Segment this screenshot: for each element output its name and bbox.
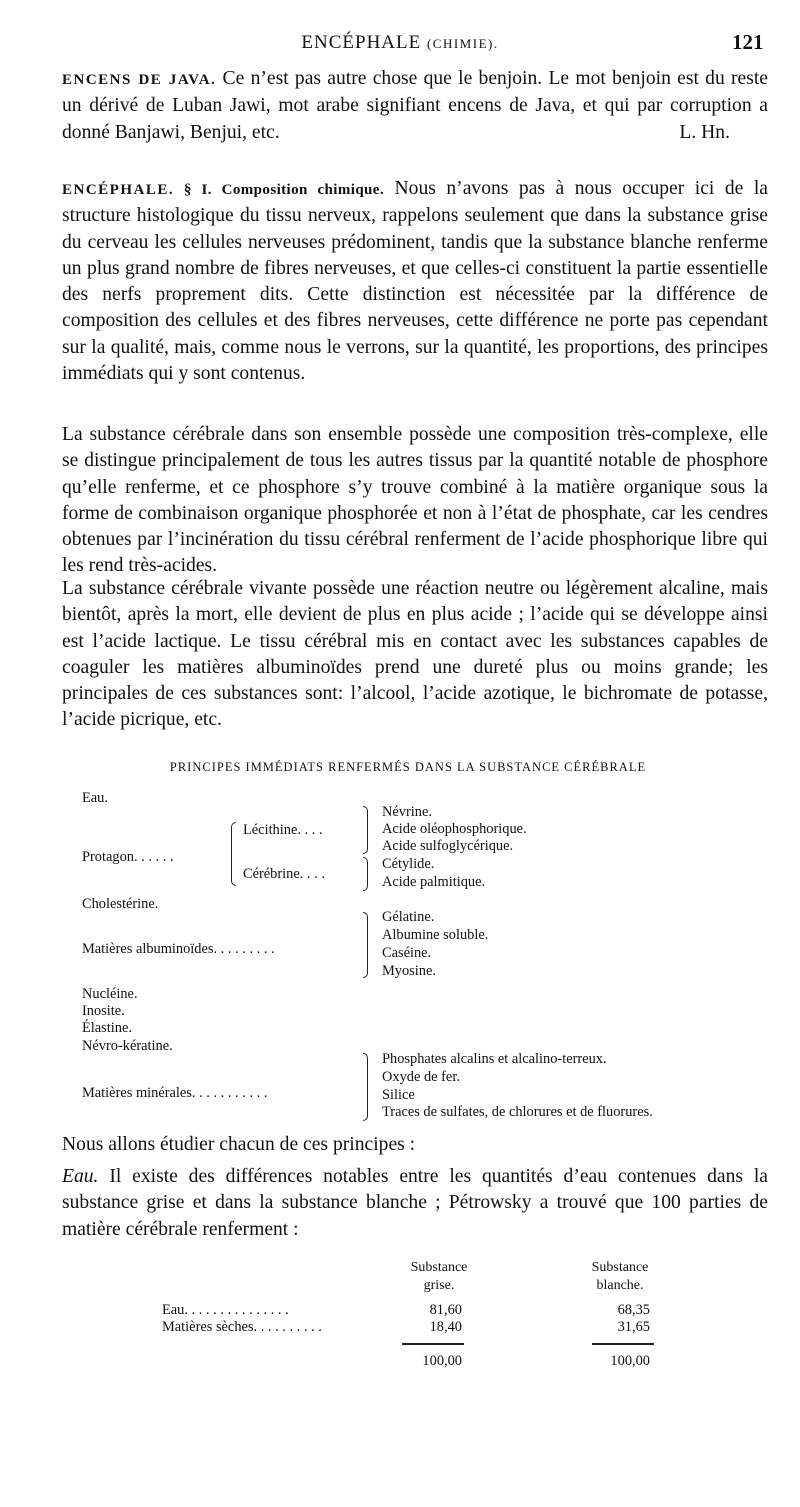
section-heading: § I. Composition chimique. — [174, 182, 385, 198]
paragraph-composition: La substance cérébrale dans son ensemble possède une composition très-complexe, elle se distingue principalement de tous les autres tissus par la quantité notable de phosphore qu’elle renferme, et ce phosphore s’y trouve combiné à la matière organique sous la forme de combinaison organique phosphorée et non à l’état de phosphate, car les cendres obtenues par l’incinération du tissu cérébral renferment de l’acide phosphorique libre qui les rend très-acides. — [62, 424, 768, 577]
encens-text: Ce n’est pas autre chose que le benjoin. Le mot benjoin est du reste un dérivé de Luban Jawi, mot arabe signifiant encens de Java, et qui par corruption a donné Banjawi, Benjui, etc. — [62, 68, 769, 143]
brace-albuminoides — [363, 912, 368, 978]
albuminoides-item: Myosine. — [382, 963, 436, 979]
encens-heading: ENCENS DE JAVA. — [62, 72, 217, 88]
table-item-simple: Élastine. — [82, 1020, 132, 1036]
table-item-eau: Eau. — [82, 790, 108, 806]
table-item-simple: Névro-kératine. — [82, 1038, 173, 1054]
page-number: 121 — [732, 30, 764, 54]
etude-line: Nous allons étudier chacun de ces principes : — [62, 1134, 416, 1155]
cerebrine-item: Cétylide. — [382, 856, 435, 872]
col-header-blanche: Substance blanche. — [591, 1260, 649, 1293]
page-subtitle: (CHIMIE). — [426, 36, 499, 51]
value-seches-blanche: 31,65 — [617, 1319, 650, 1335]
page-title: ENCÉPHALE (CHIMIE). — [301, 32, 499, 53]
value-eau-grise: 81,60 — [429, 1302, 462, 1318]
table-item-minerales: Matières minérales. . . . . . . . . . . — [82, 1085, 268, 1101]
author-signature: L. Hn. — [679, 121, 730, 143]
minerales-item: Silice — [382, 1087, 415, 1103]
table-item-cholesterine: Cholestérine. — [82, 896, 159, 912]
lecithine-item: Acide sulfoglycérique. — [382, 838, 514, 854]
albuminoides-item: Caséine. — [382, 945, 432, 961]
eau-label: Eau. — [62, 1166, 99, 1187]
lecithine-item: Névrine. — [382, 804, 432, 820]
table-item-simple: Inosite. — [82, 1003, 125, 1019]
eau-paragraph — [62, 1164, 768, 1243]
encephale-heading: ENCÉPHALE. — [62, 182, 175, 198]
principles-table-title: PRINCIPES IMMÉDIATS RENFERMÉS DANS LA SUBSTANCE CÉRÉBRALE — [169, 760, 647, 774]
col-header-grise: Substance grise. — [410, 1260, 468, 1293]
value-eau-blanche: 68,35 — [617, 1302, 650, 1318]
albuminoides-item: Gélatine. — [382, 909, 435, 925]
table-item-protagon: Protagon. . . . . . — [82, 849, 174, 865]
value-seches-grise: 18,40 — [429, 1319, 462, 1335]
table-item-cerebrine: Cérébrine. . . . — [243, 866, 325, 882]
brace-cerebrine — [363, 857, 368, 891]
total-rule-grise — [402, 1343, 464, 1345]
total-blanche: 100,00 — [610, 1353, 650, 1369]
minerales-item: Oxyde de fer. — [382, 1069, 460, 1085]
table-item-albuminoides: Matières albuminoïdes. . . . . . . . . — [82, 941, 275, 957]
paragraph-reaction: La substance cérébrale vivante possède une réaction neutre ou légèrement alcaline, mais bientôt, après la mort, elle devient de plus en plus acide ; l’acide qui se développe ainsi est l’acide lactique. Le tissu cérébral mis en contact avec les substances capables de coaguler les matières albuminoïdes prend une dureté plus ou moins grande; les principales de ces substances sont: l’alcool, l’acide azotique, le bichromate de potasse, l’acide picrique, etc. — [62, 578, 768, 731]
row-label-eau: Eau. . . . . . . . . . . . . . . — [162, 1302, 289, 1318]
cerebrine-item: Acide palmitique. — [382, 874, 486, 890]
row-label-seches: Matières sèches. . . . . . . . . . — [162, 1319, 322, 1335]
running-header — [0, 30, 800, 60]
brace-minerales — [363, 1053, 368, 1121]
lecithine-item: Acide oléophosphorique. — [382, 821, 527, 837]
brace-lecithine — [363, 806, 368, 854]
albuminoides-item: Albumine soluble. — [382, 927, 489, 943]
encephale-entry — [62, 176, 768, 387]
table-item-simple: Nucléine. — [82, 986, 138, 1002]
total-grise: 100,00 — [422, 1353, 462, 1369]
encephale-text: Nous n’avons pas à nous occuper ici de la structure histologique du tissu nerveux, rappelons seulement que dans la substance grise du cerveau les cellules nerveuses prédominent, tandis que la substance blanche renferme un plus grand nombre de fibres nerveuses, et que celles-ci constituent la partie essentielle des nerfs proprement dits. Cette distinction est nécessitée par la différence de composition des cellules et des fibres nerveuses, cette différence ne porte pas cependant sur la qualité, mais, comme nous le verrons, sur la quantité, les proportions, des principes immédiats qui y sont contenus. — [62, 178, 768, 385]
eau-text: Il existe des différences notables entre les quantités d’eau contenues dans la substance grise et dans la substance blanche ; Pétrowsky a trouvé que 100 parties de matière cérébrale renferment : — [62, 1166, 768, 1240]
brace-protagon — [231, 822, 236, 886]
total-rule-blanche — [592, 1343, 654, 1345]
table-item-lecithine: Lécithine. . . . — [243, 822, 323, 838]
minerales-item: Phosphates alcalins et alcalino-terreux. — [382, 1051, 607, 1067]
minerales-item: Traces de sulfates, de chlorures et de fluorures. — [382, 1104, 653, 1120]
encens-entry — [62, 66, 768, 146]
